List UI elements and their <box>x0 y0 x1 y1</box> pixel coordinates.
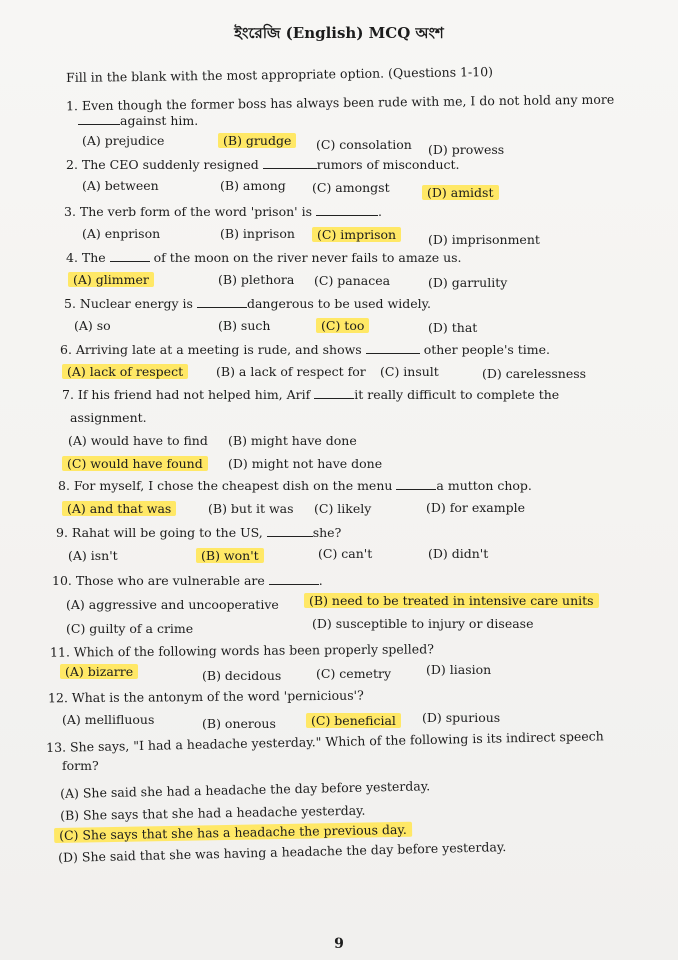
q5-option-d[interactable]: (D) that <box>428 320 478 335</box>
q2-option-d[interactable] <box>422 185 499 200</box>
q9-option-c[interactable]: (C) can't <box>318 546 373 561</box>
question-2: 2. The CEO suddenly resigned rumors of misconduct. <box>66 157 460 172</box>
answer-highlight: (B) need to be treated in intensive care units <box>304 593 599 608</box>
q9-option-a[interactable]: (A) isn't <box>68 548 118 563</box>
question-8: 8. For myself, I chose the cheapest dish on the menu a mutton chop. <box>58 478 532 493</box>
q8-option-b[interactable]: (B) but it was <box>208 501 294 516</box>
q7-option-d[interactable]: (D) might not have done <box>228 456 383 471</box>
question-6: 6. Arriving late at a meeting is rude, and shows other people's time. <box>60 342 551 357</box>
q5-option-c[interactable] <box>316 318 369 333</box>
q11-option-a[interactable] <box>60 664 138 679</box>
q4-option-d[interactable]: (D) garrulity <box>428 275 508 290</box>
q10-option-a[interactable]: (A) aggressive and uncooperative <box>66 597 279 612</box>
q2-option-a[interactable]: (A) between <box>82 178 159 193</box>
q10-option-d[interactable]: (D) susceptible to injury or disease <box>312 616 534 631</box>
q11-option-d[interactable]: (D) liasion <box>426 662 492 677</box>
q11-option-b[interactable]: (B) decidous <box>202 668 282 683</box>
answer-highlight: (A) and that was <box>62 501 176 516</box>
answer-highlight: (C) imprison <box>312 227 401 242</box>
q12-option-d[interactable]: (D) spurious <box>422 710 501 725</box>
answer-highlight: (C) beneficial <box>306 713 401 728</box>
answer-highlight: (C) would have found <box>62 456 208 471</box>
q7-option-b[interactable]: (B) might have done <box>228 433 357 448</box>
question-12: 12. What is the antonym of the word 'pernicious'? <box>47 687 364 706</box>
q1-option-b[interactable] <box>218 133 296 148</box>
q12-option-c[interactable] <box>306 713 401 728</box>
question-1: 1. Even though the former boss has always been rude with me, I do not hold any more <box>65 91 615 114</box>
question-10: 10. Those who are vulnerable are . <box>52 573 323 588</box>
answer-highlight: (A) bizarre <box>60 664 138 679</box>
q3-option-d[interactable]: (D) imprisonment <box>428 232 540 247</box>
q13-option-a[interactable]: (A) She said she had a headache the day before yesterday. <box>60 778 431 801</box>
question-3: 3. The verb form of the word 'prison' is . <box>64 204 382 219</box>
q7-option-c[interactable] <box>62 456 208 471</box>
q12-option-b[interactable]: (B) onerous <box>202 716 276 731</box>
q3-option-a[interactable]: (A) enprison <box>82 226 161 241</box>
q11-option-c[interactable]: (C) cemetry <box>316 666 391 681</box>
answer-highlight: (C) She says that she has a headache the previous day. <box>54 822 412 843</box>
q8-option-d[interactable]: (D) for example <box>426 500 525 515</box>
answer-highlight: (B) won't <box>196 548 264 563</box>
q13-option-d[interactable]: (D) She said that she was having a headache the day before yesterday. <box>58 839 507 865</box>
q7-option-a[interactable]: (A) would have to find <box>68 433 208 448</box>
q13-option-c[interactable] <box>54 822 412 843</box>
q4-option-c[interactable]: (C) panacea <box>314 273 391 288</box>
q13-option-b[interactable]: (B) She says that she had a headache yesterday. <box>60 802 366 823</box>
q10-option-c[interactable]: (C) guilty of a crime <box>66 621 194 636</box>
question-4: 4. The of the moon on the river never fails to amaze us. <box>66 250 462 265</box>
question-11: 11. Which of the following words has been properly spelled? <box>49 641 434 660</box>
question-7-line2: assignment. <box>70 410 147 425</box>
question-7: 7. If his friend had not helped him, Arif it really difficult to complete the <box>62 387 560 402</box>
question-13: 13. She says, "I had a headache yesterday." Which of the following is its indirect speech <box>46 728 604 755</box>
q2-option-b[interactable]: (B) among <box>220 178 286 193</box>
q10-option-b[interactable] <box>304 593 599 608</box>
q8-option-c[interactable]: (C) likely <box>314 501 372 516</box>
q12-option-a[interactable]: (A) mellifluous <box>62 712 155 727</box>
answer-highlight: (A) glimmer <box>68 272 154 287</box>
section-header: ইংরেজি (English) MCQ অংশ <box>234 24 444 42</box>
q6-option-c[interactable]: (C) insult <box>380 364 439 379</box>
answer-highlight: (C) too <box>316 318 369 333</box>
question-13-line2: form? <box>62 758 99 773</box>
q1-option-c[interactable]: (C) consolation <box>316 137 412 152</box>
q3-option-b[interactable]: (B) inprison <box>220 226 295 241</box>
q5-option-a[interactable]: (A) so <box>74 318 111 333</box>
q8-option-a[interactable] <box>62 501 176 516</box>
question-1-line2: against him. <box>78 113 198 128</box>
q1-option-a[interactable]: (A) prejudice <box>82 133 165 148</box>
q6-option-a[interactable] <box>62 364 188 379</box>
q2-option-c[interactable]: (C) amongst <box>312 180 390 195</box>
q3-option-c[interactable] <box>312 227 401 242</box>
answer-highlight: (B) grudge <box>218 133 296 148</box>
q5-option-b[interactable]: (B) such <box>218 318 271 333</box>
answer-highlight: (A) lack of respect <box>62 364 188 379</box>
answer-highlight: (D) amidst <box>422 185 499 200</box>
q6-option-b[interactable]: (B) a lack of respect for <box>216 364 366 379</box>
q9-option-b[interactable] <box>196 548 264 563</box>
question-5: 5. Nuclear energy is dangerous to be used widely. <box>64 296 431 311</box>
page-number: 9 <box>334 936 344 952</box>
question-9: 9. Rahat will be going to the US, she? <box>56 525 342 540</box>
instruction-text: Fill in the blank with the most appropriate option. (Questions 1-10) <box>66 64 494 85</box>
q6-option-d[interactable]: (D) carelessness <box>482 366 587 381</box>
q4-option-b[interactable]: (B) plethora <box>218 272 295 287</box>
q4-option-a[interactable] <box>68 272 154 287</box>
q9-option-d[interactable]: (D) didn't <box>428 546 489 561</box>
q1-option-d[interactable]: (D) prowess <box>428 142 505 157</box>
